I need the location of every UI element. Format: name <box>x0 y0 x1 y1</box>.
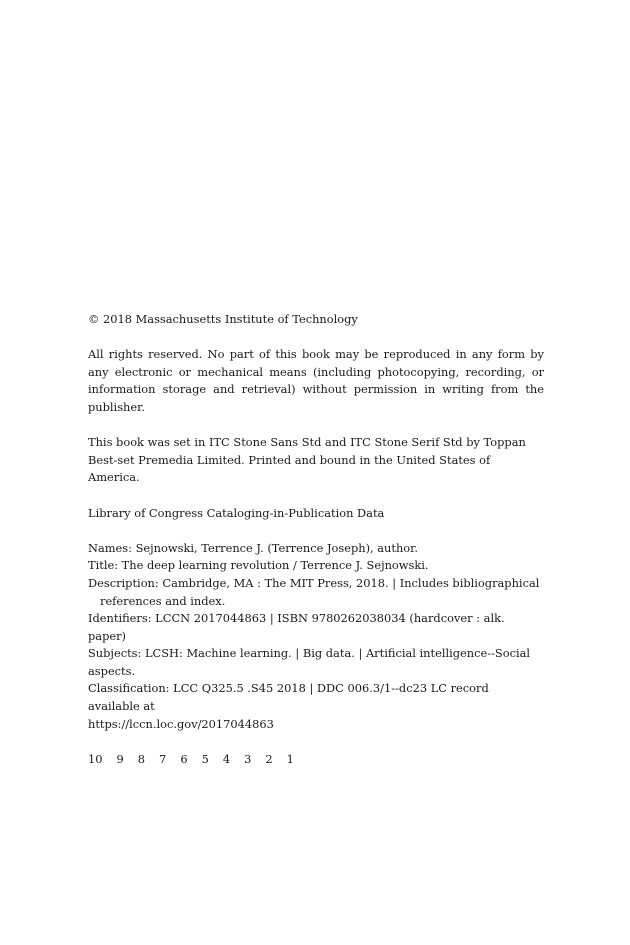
cip-names: Names: Sejnowski, Terrence J. (Terrence Joseph), author. <box>88 540 418 555</box>
print-number: 1 <box>286 751 294 766</box>
print-number: 6 <box>180 751 188 766</box>
print-number: 4 <box>222 751 231 766</box>
printing-line <box>88 751 544 769</box>
print-number: 8 <box>137 751 146 766</box>
typesetting-note: This book was set in ITC Stone Sans Std and ITC Stone Serif Std by Toppan Best-set Premedia Limited. Printed and bound in the United States of America. <box>88 435 526 485</box>
cip-description: Description: Cambridge, MA : The MIT Press, 2018. | Includes bibliographical <box>88 575 540 590</box>
print-number: 2 <box>265 751 273 766</box>
print-number: 10 <box>88 751 103 766</box>
print-number: 5 <box>201 751 209 766</box>
cip-heading: Library of Congress Cataloging-in-Publication Data <box>88 505 385 520</box>
copyright-page <box>88 311 544 768</box>
copyright-notice: © 2018 Massachusetts Institute of Technology <box>88 312 358 326</box>
cip-description-continued: references and index. <box>100 593 226 608</box>
cip-record-url[interactable]: https://lccn.loc.gov/2017044863 <box>88 716 274 731</box>
print-number: 9 <box>116 751 124 766</box>
cip-title: Title: The deep learning revolution / Terrence J. Sejnowski. <box>88 558 429 573</box>
cip-subjects: Subjects: LCSH: Machine learning. | Big data. | Artificial intelligence--Social aspects. <box>88 646 531 678</box>
cip-classification: Classification: LCC Q325.5 .S45 2018 | DDC 006.3/1--dc23 LC record available at <box>88 681 489 714</box>
cip-block <box>88 540 544 734</box>
rights-statement: All rights reserved. No part of this book may be reproduced in any form by any electronic or mechanical means (including photocopying, recording, or information storage and retrieval) without permission in writing from the publisher. <box>88 347 544 414</box>
print-number: 7 <box>159 751 167 766</box>
cip-identifiers: Identifiers: LCCN 2017044863 | ISBN 9780262038034 (hardcover : alk. paper) <box>88 611 505 643</box>
print-number: 3 <box>244 751 252 766</box>
